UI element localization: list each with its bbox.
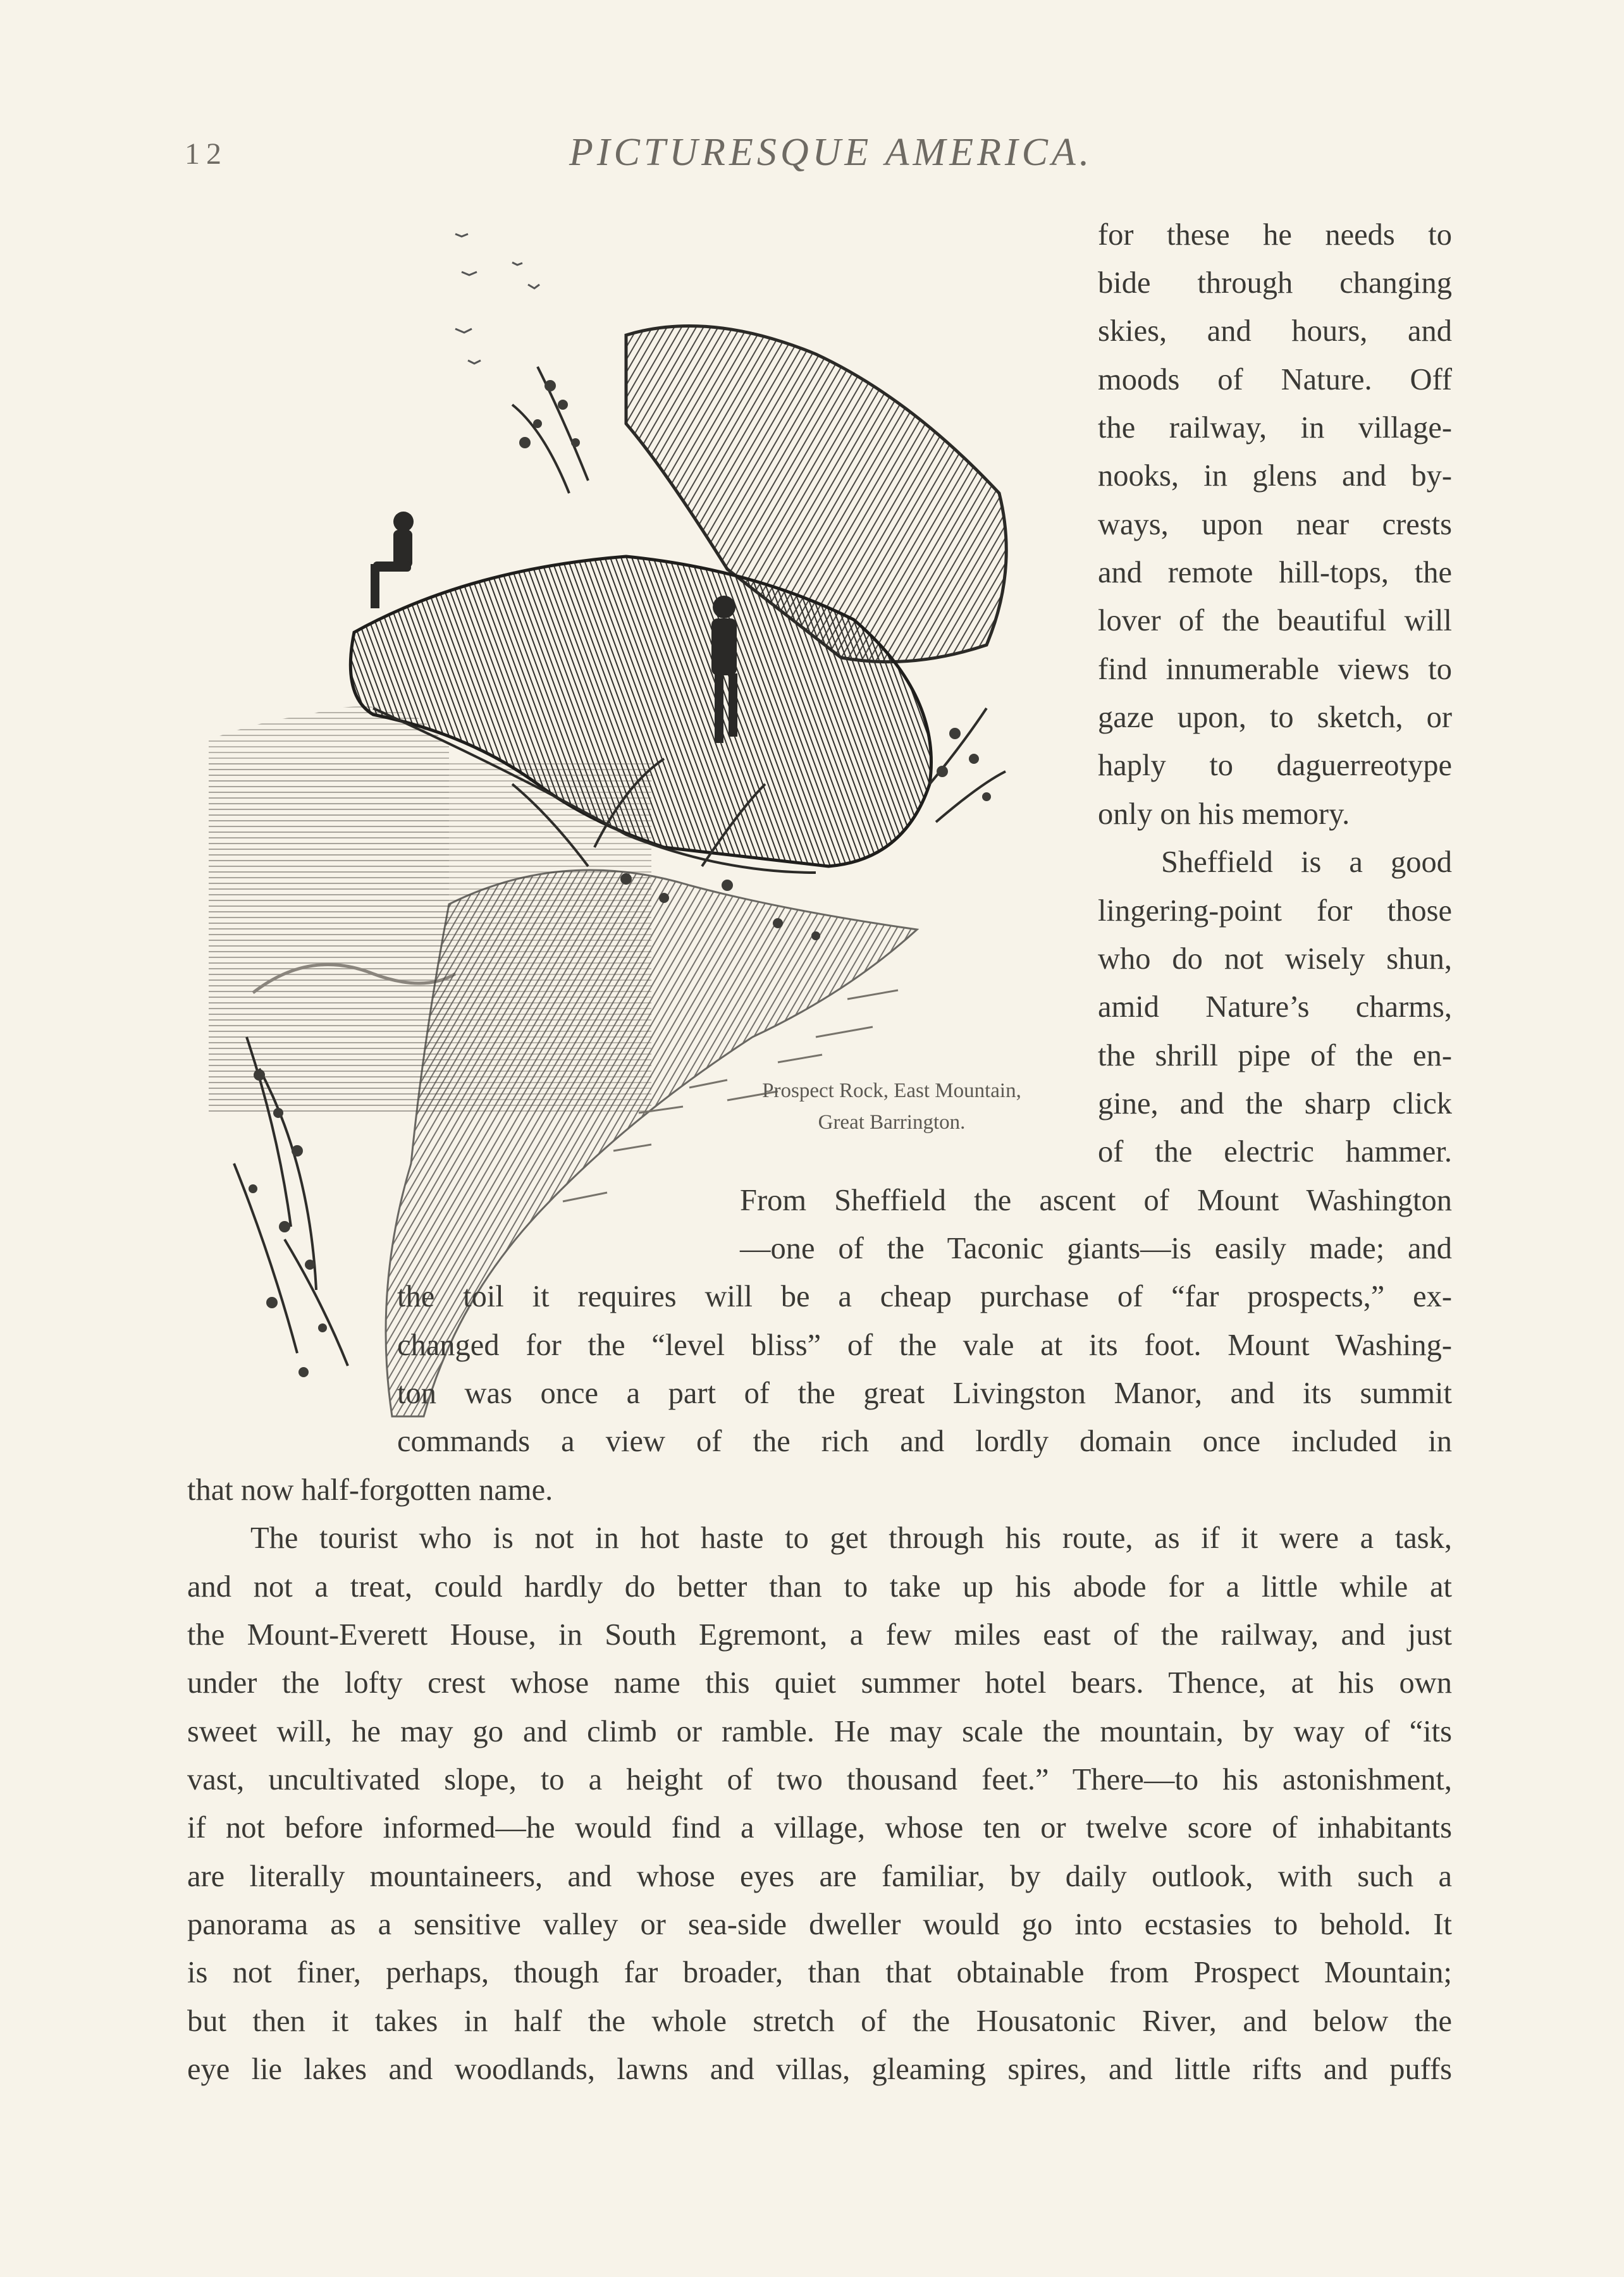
running-head: PICTURESQUE AMERICA.: [569, 131, 1093, 174]
text-line: From Sheffield the ascent of Mount Washington: [740, 1184, 1452, 1217]
text-line: for these he needs to: [1098, 218, 1452, 252]
text-line: commands a view of the rich and lordly domain once included in: [397, 1425, 1452, 1458]
text-line: and not a treat, could hardly do better than to take up his abode for a little while at: [187, 1570, 1452, 1604]
text-line: who do not wisely shun,: [1098, 942, 1452, 976]
text-line: only on his memory.: [1098, 797, 1350, 831]
text-line: vast, uncultivated slope, to a height of two thousand feet.” There—to his astonishment,: [187, 1763, 1452, 1796]
text-line: lingering-point for those: [1098, 894, 1452, 928]
text-line: amid Nature’s charms,: [1098, 990, 1452, 1024]
text-line: lover of the beautiful will: [1098, 604, 1452, 637]
birds: [455, 234, 539, 364]
text-line: panorama as a sensitive valley or sea-side dweller would go into ecstasies to behold. It: [187, 1908, 1452, 1941]
text-line: gine, and the sharp click: [1098, 1087, 1452, 1120]
text-line: haply to daguerreotype: [1098, 749, 1452, 782]
text-line: ways, upon near crests: [1098, 508, 1452, 541]
text-line: skies, and hours, and: [1098, 314, 1452, 348]
caption-line: Great Barrington.: [818, 1111, 966, 1134]
caption-line: Prospect Rock, East Mountain,: [762, 1079, 1021, 1102]
text-line: if not before informed—he would find a village, whose ten or twelve score of inhabitants: [187, 1811, 1452, 1844]
text-line: under the lofty crest whose name this quiet summer hotel bears. Thence, at his own: [187, 1666, 1452, 1700]
text-line: eye lie lakes and woodlands, lawns and villas, gleaming spires, and little rifts and puffs: [187, 2053, 1452, 2086]
text-line: the shrill pipe of the en-: [1098, 1039, 1452, 1072]
text-line: nooks, in glens and by-: [1098, 459, 1452, 493]
text-line: The tourist who is not in hot haste to get through his route, as if it were a task,: [250, 1521, 1452, 1555]
text-line: Sheffield is a good: [1161, 845, 1452, 879]
text-line: ton was once a part of the great Livingston Manor, and its summit: [397, 1377, 1452, 1410]
text-line: the railway, in village-: [1098, 411, 1452, 445]
text-line: moods of Nature. Off: [1098, 363, 1452, 396]
text-line: gaze upon, to sketch, or: [1098, 701, 1452, 734]
text-line: and remote hill-tops, the: [1098, 556, 1452, 589]
text-line: the Mount-Everett House, in South Egremont, a few miles east of the railway, and just: [187, 1618, 1452, 1652]
text-line: —one of the Taconic giants—is easily made; and: [740, 1232, 1452, 1265]
text-line: are literally mountaineers, and whose eyes are familiar, by daily outlook, with such a: [187, 1860, 1452, 1893]
text-line: sweet will, he may go and climb or ramble. He may scale the mountain, by way of “its: [187, 1715, 1452, 1748]
text-line: that now half-forgotten name.: [187, 1473, 553, 1507]
text-line: bide through changing: [1098, 266, 1452, 300]
seated-figure: [371, 512, 414, 608]
illustration-caption: [727, 1075, 1056, 1138]
text-line: is not finer, perhaps, though far broader, than that obtainable from Prospect Mountain;: [187, 1956, 1452, 1989]
text-line: find innumerable views to: [1098, 653, 1452, 686]
text-line: the toil it requires will be a cheap purchase of “far prospects,” ex-: [397, 1280, 1452, 1313]
text-line: but then it takes in half the whole stretch of the Housatonic River, and below the: [187, 2004, 1452, 2038]
text-line: of the electric hammer.: [1098, 1135, 1452, 1169]
text-line: changed for the “level bliss” of the vale at its foot. Mount Washing-: [397, 1329, 1452, 1362]
page-number: 12: [185, 137, 228, 171]
prospect-rock-engraving: [183, 215, 1069, 1467]
